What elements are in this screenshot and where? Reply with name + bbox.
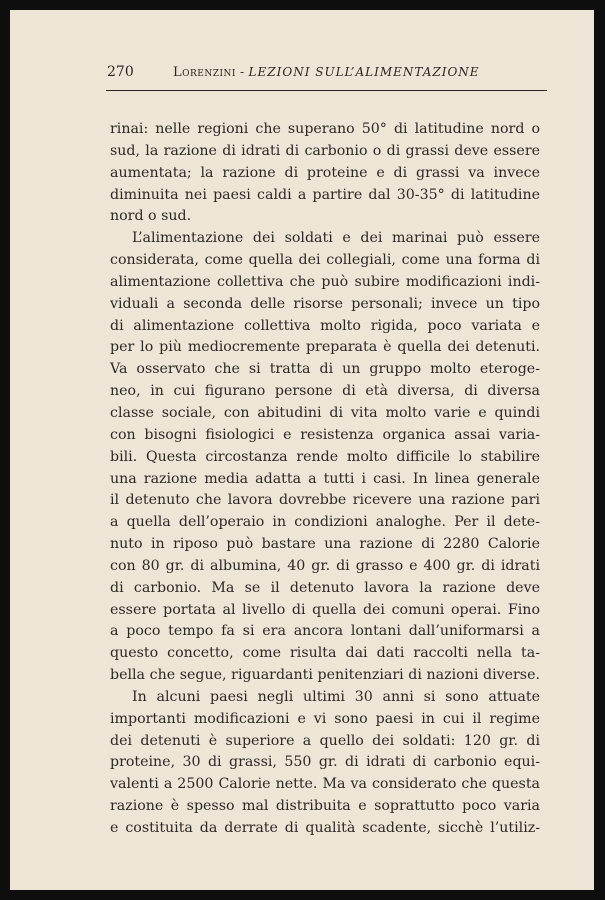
text-line: considerata, come quella dei collegiali, come una forma di bbox=[110, 252, 540, 269]
text-line: bella che segue, riguardanti penitenziari di nazioni diverse. bbox=[110, 667, 540, 684]
text-line: diminuita nei paesi caldi a partire dal 30-35° di latitudine bbox=[110, 186, 540, 203]
book-title: LEZIONI SULL’ALIMENTAZIONE bbox=[248, 65, 480, 79]
text-line: classe sociale, con abitudini di vita molto varie e quindi bbox=[110, 404, 540, 421]
text-line: con 80 gr. di albumina, 40 gr. di grasso e 400 gr. di idrati bbox=[110, 557, 540, 574]
header-separator: - bbox=[239, 65, 245, 79]
text-line: di alimentazione collettiva molto rigida, poco variata e bbox=[110, 317, 540, 334]
running-title bbox=[173, 65, 480, 80]
page-number: 270 bbox=[107, 64, 134, 80]
text-line: nuto in riposo può bastare una razione di 2280 Calorie bbox=[110, 536, 540, 553]
text-line: Va osservato che si tratta di un gruppo molto eteroge- bbox=[110, 361, 540, 378]
text-line: nord o sud. bbox=[110, 208, 192, 225]
text-line: a quella dell’operaio in condizioni analoghe. Per il dete- bbox=[110, 514, 540, 531]
text-line: essere portata al livello di quella dei comuni operai. Fino bbox=[110, 601, 540, 618]
text-line: importanti modificazioni e vi sono paesi in cui il regime bbox=[110, 710, 540, 727]
text-line: con bisogni fisiologici e resistenza organica assai varia- bbox=[110, 426, 540, 443]
text-line: aumentata; la razione di proteine e di grassi va invece bbox=[110, 164, 540, 181]
text-line: una razione media adatta a tutti i casi. In linea generale bbox=[110, 470, 540, 487]
text-line: per lo più mediocremente preparata è quella dei detenuti. bbox=[110, 339, 540, 356]
running-header bbox=[107, 64, 547, 86]
text-line: bili. Questa circostanza rende molto difficile lo stabilire bbox=[110, 448, 540, 465]
text-line: valenti a 2500 Calorie nette. Ma va considerato che questa bbox=[110, 776, 540, 793]
text-line: alimentazione collettiva che può subire modificazioni indi- bbox=[110, 273, 540, 290]
text-line: questo concetto, come risulta dai dati raccolti nella ta- bbox=[110, 645, 540, 662]
text-line: razione è spesso mal distribuita e soprattutto poco varia bbox=[110, 798, 540, 815]
text-line: rinai: nelle regioni che superano 50° di latitudine nord o bbox=[110, 121, 540, 137]
body-text bbox=[110, 119, 540, 840]
text-line: a poco tempo fa si era ancora lontani dall’uniformarsi a bbox=[110, 623, 540, 640]
book-page bbox=[10, 10, 594, 890]
author-name: Lorenzini bbox=[173, 65, 236, 80]
text-line: viduali a seconda delle risorse personali; invece un tipo bbox=[110, 295, 540, 312]
text-line: il detenuto che lavora dovrebbe ricevere una razione pari bbox=[110, 492, 540, 509]
paragraph-first-line: L’alimentazione dei soldati e dei marinai può essere bbox=[132, 230, 540, 247]
text-line: di carbonio. Ma se il detenuto lavora la razione deve bbox=[110, 579, 540, 596]
paragraph-first-line: In alcuni paesi negli ultimi 30 anni si sono attuate bbox=[132, 688, 540, 705]
text-line: neo, in cui figurano persone di età diversa, di diversa bbox=[110, 383, 540, 400]
text-line: dei detenuti è superiore a quello dei soldati: 120 gr. di bbox=[110, 732, 540, 749]
text-line: proteine, 30 di grassi, 550 gr. di idrati di carbonio equi- bbox=[110, 754, 540, 771]
header-rule bbox=[106, 90, 547, 91]
text-line: e costituita da derrate di qualità scadente, sicchè l’utiliz- bbox=[110, 820, 540, 836]
text-line: sud, la razione di idrati di carbonio o di grassi deve essere bbox=[110, 142, 540, 159]
